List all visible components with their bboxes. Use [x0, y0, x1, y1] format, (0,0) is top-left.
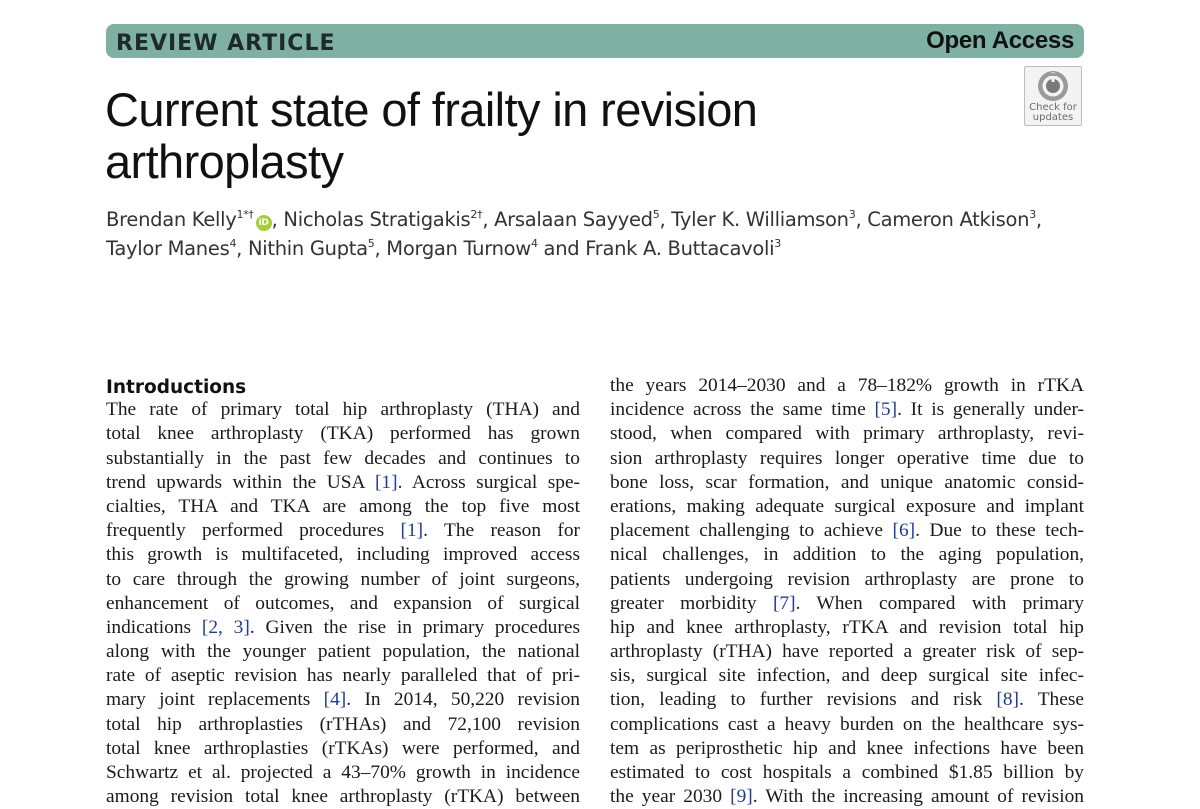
text-line	[610, 688, 1084, 712]
check-for-updates-line2: updates	[1032, 112, 1074, 123]
author-affiliation: 2†	[470, 208, 483, 221]
text-segment: . Due to these tech-	[915, 520, 1084, 542]
text-line	[610, 592, 1084, 616]
author-item: Nithin Gupta$^5$,	[247, 237, 387, 260]
text-segment: this growth is multifaceted, including improved access	[106, 544, 580, 566]
text-segment: the year 2030	[610, 786, 731, 808]
text-line	[610, 471, 1084, 495]
text-line	[106, 713, 580, 737]
text-segment: cialties, THA and TKA are among the top five most	[106, 495, 580, 517]
text-segment: . Across surgical spe-	[397, 471, 581, 493]
text-line	[106, 447, 580, 471]
text-line	[106, 495, 580, 519]
text-segment: total knee arthroplasties (rTKAs) were performed, and	[106, 737, 580, 759]
citation-link[interactable]: [1]	[374, 471, 398, 493]
text-segment: bone loss, scar formation, and unique anatomic consid-	[610, 471, 1084, 493]
text-line	[106, 398, 580, 422]
citation-link[interactable]: [4]	[323, 689, 347, 711]
author-name[interactable]: Morgan Turnow	[386, 237, 531, 260]
text-line	[106, 688, 580, 712]
text-segment: total knee arthroplasty (TKA) performed has grown	[106, 423, 580, 445]
text-line	[610, 495, 1084, 519]
text-line	[610, 616, 1084, 640]
text-segment: mary joint replacements	[106, 689, 324, 711]
text-segment: Schwartz et al. projected a 43–70% growth in incidence	[106, 762, 580, 783]
author-name[interactable]: Cameron Atkison	[867, 208, 1030, 231]
text-line	[610, 422, 1084, 446]
author-affiliation: 5	[652, 208, 660, 221]
text-segment: greater morbidity	[610, 592, 773, 614]
author-name[interactable]: Frank A. Buttacavoli	[585, 237, 775, 260]
citation-link[interactable]: [5]	[874, 399, 898, 421]
text-line	[610, 568, 1084, 592]
author-item	[585, 237, 781, 260]
citation-link[interactable]: [1]	[400, 520, 424, 542]
text-segment: . The reason for	[423, 520, 581, 542]
text-line	[610, 398, 1084, 422]
text-segment: indications	[106, 616, 202, 638]
text-line	[610, 640, 1084, 664]
text-line	[610, 543, 1084, 567]
text-line	[106, 664, 580, 688]
text-line	[610, 761, 1084, 785]
author-name[interactable]: Nithin Gupta	[247, 237, 368, 260]
text-line	[106, 592, 580, 616]
text-segment: tion, leading to further revisions and risk	[610, 689, 997, 711]
author-item: Morgan Turnow$^4$ and	[386, 237, 586, 260]
citation-link[interactable]: [6]	[892, 520, 916, 542]
author-affiliation: 5	[367, 237, 375, 250]
text-segment: erations, making adequate surgical exposure and implant	[610, 495, 1084, 517]
check-for-updates-icon	[1036, 69, 1070, 103]
text-segment: tem as periprosthetic hip and knee infections have been	[610, 737, 1084, 759]
section-heading: Introductions	[106, 377, 247, 398]
article-banner	[106, 24, 1084, 58]
author-item: Arsalaan Sayyed$^5$,	[494, 208, 672, 231]
text-segment: hip and knee arthroplasty, rTKA and revision total hip	[610, 616, 1084, 638]
text-line	[106, 519, 580, 543]
text-segment: sis, surgical site infection, and deep surgical site infec-	[610, 665, 1084, 687]
check-for-updates-line1: Check for	[1029, 102, 1077, 113]
text-segment: placement challenging to achieve	[610, 520, 893, 542]
text-line	[106, 422, 580, 446]
text-line	[610, 785, 1084, 809]
text-line	[610, 664, 1084, 688]
right-column	[610, 374, 1084, 809]
text-segment: . With the increasing amount of revision	[752, 786, 1084, 808]
article-type-label: REVIEW ARTICLE	[116, 30, 336, 56]
text-line	[106, 761, 580, 785]
text-segment: . It is generally under-	[897, 399, 1084, 421]
text-line	[106, 640, 580, 664]
text-segment: estimated to cost hospitals a combined $1.85 billion by	[610, 762, 1084, 783]
text-line	[106, 785, 580, 809]
author-list	[106, 205, 1066, 263]
text-segment: frequently performed procedures	[106, 520, 401, 542]
text-segment: along with the younger patient population, the national	[106, 641, 580, 663]
text-segment: . In 2014, 50,220 revision	[346, 689, 580, 711]
author-item: Tyler K. Williamson$^3$,	[671, 208, 868, 231]
left-column	[106, 374, 580, 809]
text-segment: the years 2014–2030 and a 78–182% growth in rTKA	[610, 375, 1084, 396]
text-segment: total hip arthroplasties (rTHAs) and 72,100 revision	[106, 713, 580, 735]
text-line	[610, 519, 1084, 543]
text-segment: trend upwards within the USA	[106, 471, 375, 493]
author-name[interactable]: Brendan Kelly	[106, 208, 237, 231]
text-line	[106, 616, 580, 640]
text-segment: among revision total knee arthroplasty (rTKA) between	[106, 786, 580, 808]
text-line	[106, 471, 580, 495]
article-title-line1: Current state of frailty in revision	[105, 83, 758, 136]
author-affiliation: 3	[1029, 208, 1036, 221]
citation-link[interactable]: [7]	[772, 592, 796, 614]
text-segment: The rate of primary total hip arthroplasty (THA) and	[106, 399, 580, 421]
author-name[interactable]: Arsalaan Sayyed	[494, 208, 653, 231]
author-item: Nicholas Stratigakis$^{2\dagger}$,	[283, 208, 495, 231]
text-line	[106, 737, 580, 761]
citation-link[interactable]: [2, 3]	[201, 616, 250, 638]
article-title-line2: arthroplasty	[105, 135, 344, 188]
text-segment: . These	[1019, 689, 1084, 711]
text-segment: arthroplasty (rTHA) have reported a greater risk of sep-	[610, 641, 1084, 663]
text-segment: incidence across the same time	[610, 399, 875, 421]
text-segment: stood, when compared with primary arthroplasty, revi-	[610, 423, 1084, 445]
author-affiliation: 4	[530, 237, 538, 250]
text-line	[610, 374, 1084, 398]
author-affiliation: 4	[229, 237, 237, 250]
author-item: Cameron Atkison$^3$,	[867, 208, 1042, 231]
author-affiliation: 3	[774, 237, 781, 250]
text-segment: patients undergoing revision arthroplasty are prone to	[610, 568, 1084, 590]
article-title	[105, 84, 1005, 188]
text-segment: to care through the growing number of joint surgeons,	[106, 568, 580, 590]
author-name[interactable]: Nicholas Stratigakis	[283, 208, 471, 231]
author-item: Brendan Kelly$^{1*\dagger}$iD ,	[106, 208, 284, 231]
citation-link[interactable]: [9]	[730, 786, 753, 808]
author-affiliation: 3	[848, 208, 856, 221]
text-line	[610, 447, 1084, 471]
citation-link[interactable]: [8]	[996, 689, 1019, 711]
text-line	[610, 737, 1084, 761]
text-segment: complications cast a heavy burden on the healthcare sys-	[610, 713, 1084, 735]
text-segment: nical challenges, in addition to the aging population,	[610, 544, 1084, 566]
orcid-icon[interactable]: iD	[256, 215, 272, 231]
author-affiliation: 1*†	[236, 208, 254, 221]
text-segment: rate of aseptic revision has nearly paralleled that of pri-	[106, 665, 580, 687]
text-segment: substantially in the past few decades and continues to	[106, 447, 580, 469]
author-name[interactable]: Tyler K. Williamson	[671, 208, 849, 231]
check-for-updates-badge[interactable]	[1024, 66, 1082, 126]
author-item: Taylor Manes$^4$,	[106, 237, 248, 260]
text-segment: . Given the rise in primary procedures	[249, 616, 580, 638]
text-segment: sion arthroplasty requires longer operative time due to	[610, 447, 1084, 469]
text-line	[106, 543, 580, 567]
text-segment: enhancement of outcomes, and expansion of surgical	[106, 592, 580, 614]
text-line	[106, 568, 580, 592]
open-access-label[interactable]: Open Access	[926, 27, 1074, 54]
text-segment: . When compared with primary	[795, 592, 1084, 614]
author-name[interactable]: Taylor Manes	[106, 237, 230, 260]
text-line	[610, 713, 1084, 737]
